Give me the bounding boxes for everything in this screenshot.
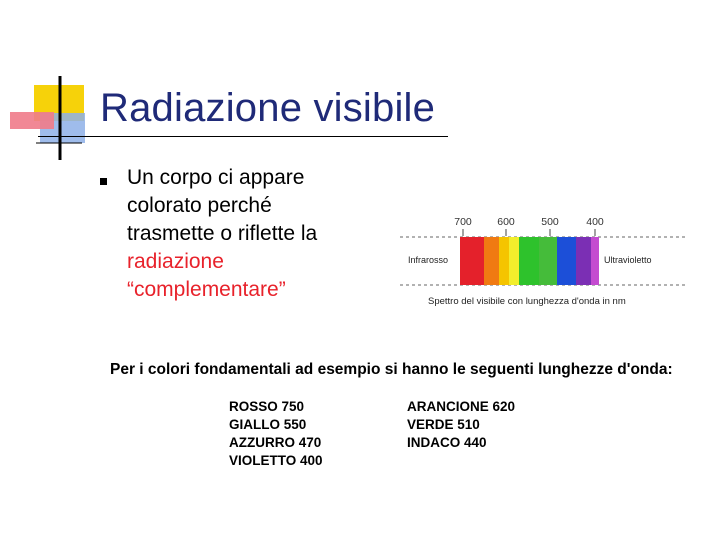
examples-intro: Per i colori fondamentali ad esempio si hanno le seguenti lunghezze d'onda: (110, 361, 673, 378)
tick-label-400: 400 (586, 216, 604, 228)
spectrum-band (460, 237, 484, 285)
bullet-text (127, 164, 377, 304)
wavelength-entry: AZZURRO 470 (229, 435, 322, 450)
bullet-line: colorato perché (127, 194, 272, 217)
bullet-marker (100, 178, 107, 185)
bullet-line: trasmette o riflette la (127, 222, 318, 245)
tick-label-700: 700 (454, 216, 472, 228)
spectrum-band (539, 237, 557, 285)
spectrum-figure (398, 210, 688, 310)
examples-left-column (229, 398, 323, 470)
slide-title: Radiazione visibile (100, 86, 436, 130)
examples-right-column (407, 398, 515, 452)
spectrum-band (499, 237, 509, 285)
wavelength-entry: ARANCIONE 620 (407, 399, 516, 414)
spectrum-band (591, 237, 599, 285)
wavelength-entry: VIOLETTO 400 (229, 453, 323, 468)
wavelength-entry: VERDE 510 (407, 417, 480, 432)
slide-decoration (0, 0, 100, 170)
decoration-red-bar (10, 112, 54, 129)
spectrum-band (484, 237, 499, 285)
wavelength-entry: INDACO 440 (407, 435, 487, 450)
bullet-line-highlight: radiazione (127, 250, 224, 273)
spectrum-caption: Spettro del visibile con lunghezza d'onda in nm (428, 296, 626, 307)
tick-label-600: 600 (497, 216, 515, 228)
spectrum-band (576, 237, 591, 285)
spectrum-band (557, 237, 576, 285)
infrared-label: Infrarosso (408, 255, 449, 265)
title-underline (38, 136, 448, 137)
bullet-line: Un corpo ci appare (127, 166, 305, 189)
spectrum-bands (460, 237, 599, 285)
bullet-line-highlight: “complementare” (127, 278, 286, 301)
tick-label-500: 500 (541, 216, 559, 228)
spectrum-band (519, 237, 539, 285)
wavelength-entry: GIALLO 550 (229, 417, 307, 432)
spectrum-band (509, 237, 519, 285)
wavelength-entry: ROSSO 750 (229, 399, 305, 414)
ultraviolet-label: Ultravioletto (604, 255, 652, 265)
